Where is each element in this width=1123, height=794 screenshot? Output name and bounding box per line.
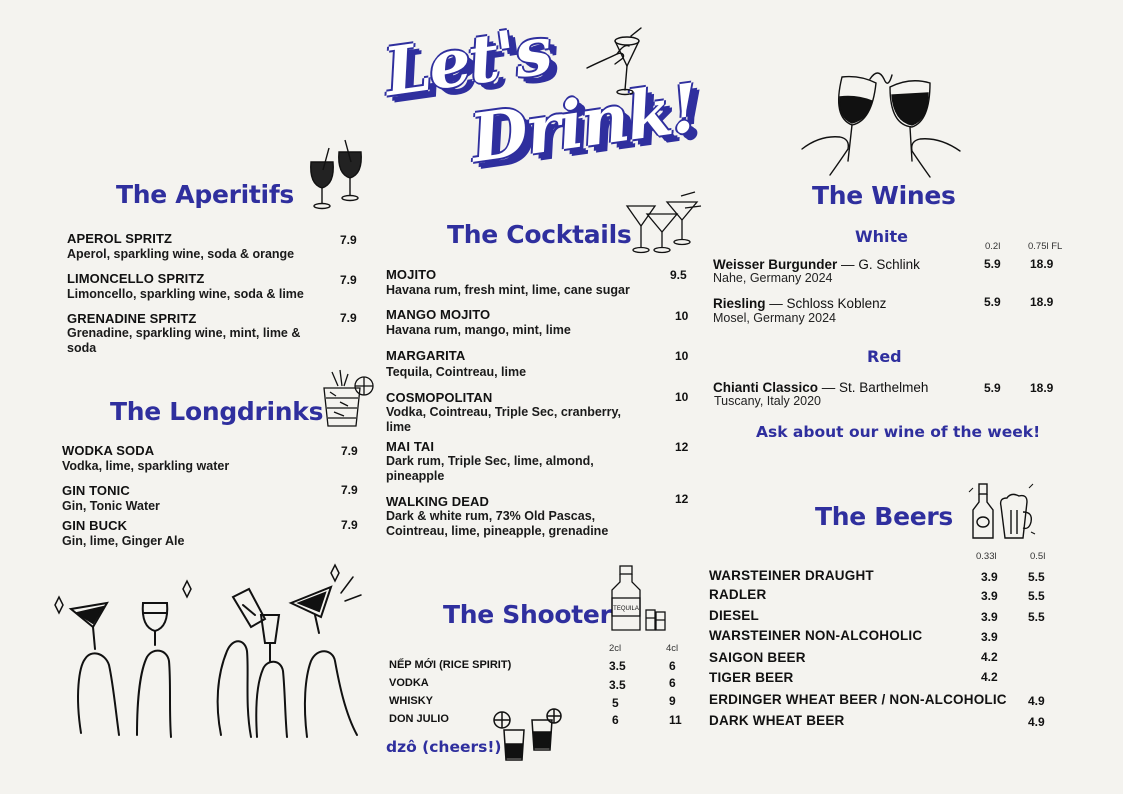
aperitif-price: 7.9 xyxy=(340,311,357,325)
cocktail-name: MAI TAI xyxy=(386,439,435,454)
cocktail-desc: Vodka, Cointreau, Triple Sec, cranberry, lime xyxy=(386,405,622,434)
wines-white-label: White xyxy=(855,227,909,246)
beer-name: WARSTEINER DRAUGHT xyxy=(709,568,874,583)
wines-col-small: 0.2l xyxy=(985,241,1001,252)
wines-col-bottle: 0.75l FL xyxy=(1028,241,1063,252)
aperitif-name: GRENADINE SPRITZ xyxy=(67,311,197,326)
shooter-name: WHISKY xyxy=(389,695,433,707)
longdrink-glass-icon xyxy=(318,368,376,430)
cocktails-heading: The Cocktails xyxy=(447,220,632,249)
longdrink-name: WODKA SODA xyxy=(62,443,155,458)
beer-name: RADLER xyxy=(709,587,767,602)
wine-name: Riesling — Schloss Koblenz xyxy=(713,296,887,311)
beer-price-small: 4.2 xyxy=(981,670,998,684)
shooter-name: VODKA xyxy=(389,677,429,689)
shot-glasses-icon xyxy=(490,708,566,764)
wines-heading: The Wines xyxy=(812,181,956,210)
cocktail-name: MANGO MOJITO xyxy=(386,307,491,322)
aperitifs-heading: The Aperitifs xyxy=(116,180,294,209)
longdrink-name: GIN BUCK xyxy=(62,518,128,533)
longdrink-price: 7.9 xyxy=(341,444,358,458)
cocktail-hand-icon xyxy=(585,28,655,103)
longdrink-desc: Gin, lime, Ginger Ale xyxy=(62,534,185,548)
shooter-price-2cl: 5 xyxy=(612,696,619,710)
martini-glasses-icon xyxy=(625,192,701,258)
wine-price-bottle: 18.9 xyxy=(1030,257,1054,271)
beer-name: DIESEL xyxy=(709,608,759,623)
shooter-price-4cl: 6 xyxy=(669,659,676,673)
wine-label: Riesling xyxy=(713,296,766,311)
beer-icon xyxy=(965,482,1035,542)
wine-price-glass: 5.9 xyxy=(984,381,1001,395)
beer-name: ERDINGER WHEAT BEER / NON-ALCOHOLIC xyxy=(709,692,1007,707)
longdrink-price: 7.9 xyxy=(341,483,358,497)
wine-label: Chianti Classico xyxy=(713,380,819,395)
beer-price-large: 4.9 xyxy=(1028,694,1045,708)
shooter-name: NẾP MỚI (RICE SPIRIT) xyxy=(389,659,512,671)
beer-price-small: 3.9 xyxy=(981,589,998,603)
shooter-name: DON JULIO xyxy=(389,713,449,725)
beer-price-large: 5.5 xyxy=(1028,610,1045,624)
beer-price-large: 5.5 xyxy=(1028,589,1045,603)
bottle-label: TEQUILA xyxy=(613,606,639,612)
shooter-price-2cl: 6 xyxy=(612,713,619,727)
longdrink-desc: Vodka, lime, sparkling water xyxy=(62,459,230,473)
cheering-hands-illustration xyxy=(45,565,370,745)
beer-name: TIGER BEER xyxy=(709,670,794,685)
cocktail-name: WALKING DEAD xyxy=(386,494,490,509)
cocktail-desc: Havana rum, fresh mint, lime, cane sugar xyxy=(386,283,630,297)
tequila-bottle-icon xyxy=(608,566,668,634)
aperitif-desc: Limoncello, sparkling wine, soda & lime xyxy=(67,287,304,301)
wine-producer: G. Schlink xyxy=(858,257,920,272)
longdrinks-heading: The Longdrinks xyxy=(110,397,324,426)
aperitif-price: 7.9 xyxy=(340,273,357,287)
wine-producer: Schloss Koblenz xyxy=(786,296,887,311)
cocktail-price: 12 xyxy=(675,492,689,506)
cocktail-price: 10 xyxy=(675,309,689,323)
beer-price-large: 5.5 xyxy=(1028,570,1045,584)
shooter-col-2cl: 2cl xyxy=(609,643,622,654)
cocktail-price: 12 xyxy=(675,440,689,454)
wine-origin: Mosel, Germany 2024 xyxy=(713,311,836,325)
cocktail-name: COSMOPOLITAN xyxy=(386,390,493,405)
cocktail-name: MARGARITA xyxy=(386,348,466,363)
aperitif-name: LIMONCELLO SPRITZ xyxy=(67,271,205,286)
cocktail-desc: Tequila, Cointreau, lime xyxy=(386,365,527,379)
title-line-2: Drink! xyxy=(465,68,703,178)
beers-heading: The Beers xyxy=(815,502,953,531)
cocktail-price: 9.5 xyxy=(670,268,687,282)
wine-name: Chianti Classico — St. Barthelmeh xyxy=(713,380,929,395)
cocktail-desc: Havana rum, mango, mint, lime xyxy=(386,323,571,337)
aperitif-price: 7.9 xyxy=(340,233,357,247)
wine-toast-illustration xyxy=(800,65,965,180)
beer-price-small: 3.9 xyxy=(981,570,998,584)
aperitif-desc: Grenadine, sparkling wine, mint, lime & soda xyxy=(67,326,301,355)
shooter-price-2cl: 3.5 xyxy=(609,678,626,692)
shooter-col-4cl: 4cl xyxy=(666,643,679,654)
wine-name: Weisser Burgunder — G. Schlink xyxy=(713,257,920,272)
beers-col-small: 0.33l xyxy=(976,551,997,562)
title-line-1: Let's xyxy=(379,10,555,112)
longdrink-name: GIN TONIC xyxy=(62,483,130,498)
aperitif-desc: Aperol, sparkling wine, soda & orange xyxy=(67,247,295,261)
wine-price-glass: 5.9 xyxy=(984,295,1001,309)
beer-price-large: 4.9 xyxy=(1028,715,1045,729)
cocktail-name: MOJITO xyxy=(386,267,437,282)
aperitif-name: APEROL SPRITZ xyxy=(67,231,173,246)
beer-price-small: 3.9 xyxy=(981,630,998,644)
shooter-heading: The Shooter xyxy=(443,600,612,629)
wine-origin: Tuscany, Italy 2020 xyxy=(714,394,822,408)
beer-name: SAIGON BEER xyxy=(709,650,806,665)
wine-producer: St. Barthelmeh xyxy=(839,380,929,395)
wine-price-glass: 5.9 xyxy=(984,257,1001,271)
wines-red-label: Red xyxy=(867,347,902,366)
cocktail-price: 10 xyxy=(675,349,689,363)
longdrink-desc: Gin, Tonic Water xyxy=(62,499,160,513)
shooter-price-4cl: 9 xyxy=(669,694,676,708)
shooter-price-4cl: 11 xyxy=(669,713,682,727)
wine-glasses-icon xyxy=(305,140,365,215)
cocktail-price: 10 xyxy=(675,390,689,404)
wine-of-week-note: Ask about our wine of the week! xyxy=(756,423,1041,441)
wine-price-bottle: 18.9 xyxy=(1030,381,1054,395)
wine-label: Weisser Burgunder xyxy=(713,257,838,272)
shooter-price-4cl: 6 xyxy=(669,676,676,690)
cocktail-desc: Dark rum, Triple Sec, lime, almond, pineapple xyxy=(386,454,594,483)
wine-price-bottle: 18.9 xyxy=(1030,295,1054,309)
beer-name: DARK WHEAT BEER xyxy=(709,713,845,728)
shooter-price-2cl: 3.5 xyxy=(609,659,626,673)
beers-col-large: 0.5l xyxy=(1030,551,1046,562)
beer-name: WARSTEINER NON-ALCOHOLIC xyxy=(709,628,923,643)
beer-price-small: 4.2 xyxy=(981,650,998,664)
cheers-text: dzô (cheers!) xyxy=(386,738,502,756)
beer-price-small: 3.9 xyxy=(981,610,998,624)
wine-origin: Nahe, Germany 2024 xyxy=(713,271,833,285)
cocktail-desc: Dark & white rum, 73% Old Pascas, Cointreau, lime, pineapple, grenadine xyxy=(386,509,609,538)
longdrink-price: 7.9 xyxy=(341,518,358,532)
